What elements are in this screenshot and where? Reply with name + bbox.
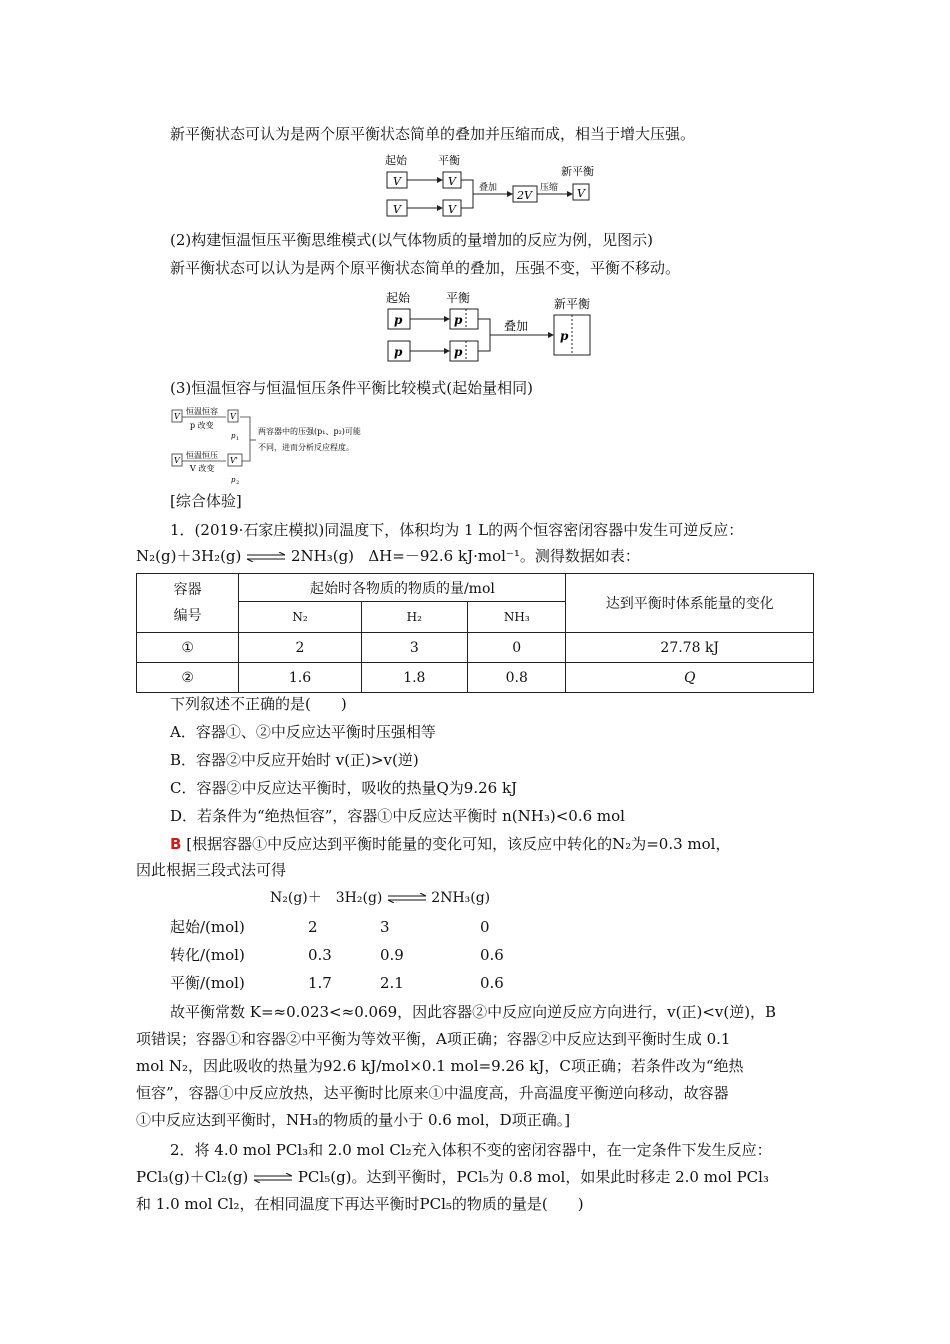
d1-add-label: 叠加: [479, 183, 498, 193]
svg-text:p: p: [454, 345, 463, 359]
d1-2v-box: 2V: [517, 189, 532, 202]
svg-text:2: 2: [236, 480, 240, 486]
three-step-equation: N₂(g)＋ 3H₂(g) 2NH₃(g): [270, 890, 491, 906]
diagram-superposition-compress: [383, 152, 613, 222]
svg-text:新平衡: 新平衡: [554, 297, 591, 311]
d1-eq-label: 平衡: [438, 154, 460, 167]
svg-text:p: p: [560, 329, 569, 343]
svg-text:V: V: [230, 412, 236, 421]
q1-equation: N₂(g)＋3H₂(g) 2NH₃(g) ΔH=－92.6 kJ·mol⁻¹。测得数据如表：: [136, 547, 640, 565]
svg-text:p: p: [231, 432, 236, 440]
d2-add-label: 叠加: [504, 319, 529, 333]
svg-text:两容器中的压强(p₁、p₂)可能: 两容器中的压强(p₁、p₂)可能: [258, 427, 361, 436]
svg-text:V: V: [393, 203, 401, 216]
table-header-start: 起始时各物质的物质的量/mol: [239, 574, 566, 602]
svg-text:1: 1: [236, 436, 240, 442]
q1-analysis-para: 故平衡常数 K=≈0.023<≈0.069，因此容器②中反应向逆反应方向进行，v(正)<v(逆)，B: [170, 1003, 777, 1021]
svg-text:p: p: [394, 345, 403, 359]
section2-text: 新平衡状态可以认为是两个原平衡状态简单的叠加，压强不变，平衡不移动。: [170, 259, 681, 277]
equilibrium-arrow-icon: [387, 893, 427, 903]
table-row: ① 2 3 0 27.78 kJ: [137, 633, 814, 663]
svg-text:V: V: [448, 203, 456, 216]
svg-text:p 改变: p 改变: [190, 421, 214, 430]
q2-ask: 和 1.0 mol Cl₂，在相同温度下再达平衡时PCl₅的物质的量是( ): [136, 1195, 584, 1213]
d1-v-box: V: [393, 175, 401, 188]
q1-option-a: A．容器①、②中反应达平衡时压强相等: [170, 723, 436, 741]
diagram-constant-pressure: [384, 289, 604, 365]
section3-title: (3)恒温恒容与恒温恒压条件平衡比较模式(起始量相同): [170, 379, 533, 397]
svg-text:平衡: 平衡: [446, 291, 471, 305]
three-step-row: 平衡/(mol): [170, 974, 245, 992]
equilibrium-arrow-icon: [246, 552, 286, 562]
svg-text:p: p: [231, 476, 236, 484]
svg-text:V': V': [230, 456, 238, 465]
svg-text:恒温恒压: 恒温恒压: [186, 451, 218, 460]
svg-text:V 改变: V 改变: [190, 464, 215, 473]
q1-analysis-line2: 因此根据三段式法可得: [136, 861, 287, 879]
svg-text:不同，进而分析反应程度。: 不同，进而分析反应程度。: [258, 443, 354, 452]
q1-option-d: D．若条件为“绝热恒容”，容器①中反应达平衡时 n(NH₃)<0.6 mol: [170, 807, 625, 825]
intro-text: 新平衡状态可认为是两个原平衡状态简单的叠加并压缩而成，相当于增大压强。: [170, 125, 696, 143]
equilibrium-arrow-icon: [253, 1173, 293, 1183]
table-header-energy: 达到平衡时体系能量的变化: [566, 574, 814, 633]
svg-text:p: p: [454, 313, 463, 327]
q1-option-b: B．容器②中反应开始时 v(正)>v(逆): [170, 751, 419, 769]
svg-text:p: p: [394, 313, 403, 327]
svg-text:起始: 起始: [386, 291, 411, 305]
d1-start-label: 起始: [385, 154, 407, 167]
q2-stem: 2．将 4.0 mol PCl₃和 2.0 mol Cl₂充入体积不变的密闭容器中，在一定条件下发生反应：: [170, 1141, 772, 1159]
d1-compress-label: 压缩: [540, 183, 559, 193]
section2-title: (2)构建恒温恒压平衡思维模式(以气体物质的量增加的反应为例，见图示): [170, 231, 653, 249]
three-step-row: 转化/(mol): [170, 946, 245, 964]
svg-text:V: V: [448, 175, 456, 188]
svg-text:V: V: [174, 456, 180, 465]
svg-text:V: V: [174, 412, 180, 421]
diagram-comparison: [168, 404, 408, 486]
answer-letter: B: [170, 835, 182, 853]
q1-data-table: 容器 编号 起始时各物质的物质的量/mol 达到平衡时体系能量的变化 N₂ H₂ NH₃ ① 2 3 0 27.78 kJ ② 1.6 1.8 0.8 Q: [136, 573, 814, 693]
d1-neweq-label: 新平衡: [561, 165, 594, 178]
table-row: ② 1.6 1.8 0.8 Q: [137, 663, 814, 693]
q1-option-c: C．容器②中反应达平衡时，吸收的热量Q为9.26 kJ: [170, 779, 518, 797]
q2-equation: PCl₃(g)＋Cl₂(g) PCl₅(g)。达到平衡时，PCl₅为 0.8 mol，如果此时移走 2.0 mol PCl₃: [136, 1168, 769, 1186]
three-step-row: 起始/(mol): [170, 918, 245, 936]
svg-text:V: V: [577, 187, 585, 200]
q1-stem: 1．(2019·石家庄模拟)同温度下，体积均为 1 L的两个恒容密闭容器中发生可逆反应：: [170, 521, 744, 539]
q1-ask: 下列叙述不正确的是( ): [170, 695, 347, 713]
svg-text:恒温恒容: 恒温恒容: [186, 407, 218, 416]
section-zonghe: [综合体验]: [170, 492, 242, 510]
q1-analysis-line1: B [根据容器①中反应达到平衡时能量的变化可知，该反应中转化的N₂为=0.3 mol，: [170, 835, 731, 853]
